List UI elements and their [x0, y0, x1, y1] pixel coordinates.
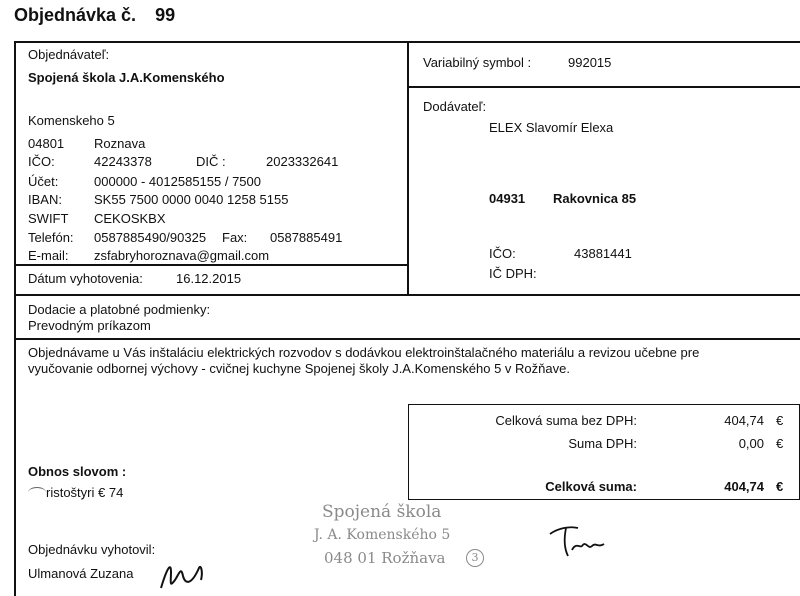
buyer-zip: 04801: [28, 136, 65, 151]
total-currency: €: [776, 479, 784, 494]
buyer-city: Roznava: [94, 136, 146, 151]
buyer-fax: 0587885491: [270, 230, 343, 245]
buyer-phone: 0587885490/90325: [94, 230, 207, 245]
supplier-label: Dodávateľ:: [423, 99, 487, 114]
frame-left: [14, 41, 16, 596]
faded-mark-icon: [28, 487, 46, 498]
total-value: 404,74: [724, 479, 764, 494]
stamp-line1: Spojená škola: [322, 502, 442, 522]
order-number: 99: [155, 5, 176, 25]
order-text-line2: vyučovanie odbornej výchovy - cvičnej kuchyne Spojenej školy J.A.Komenského 5 v Rožňave.: [28, 361, 570, 376]
buyer-email-label: E-mail:: [28, 248, 69, 263]
issuer-signature-icon: [157, 558, 207, 592]
buyer-label: Objednávateľ:: [28, 47, 110, 62]
order-text-line1: Objednávame u Vás inštaláciu elektrických rozvodov s dodávkou elektroinštalačného materiálu a revizou učebne pre: [28, 345, 700, 360]
supplier-name: ELEX Slavomír Elexa: [489, 120, 614, 135]
date-divider: [14, 264, 408, 266]
supplier-ico-label: IČO:: [489, 246, 516, 261]
buyer-account: 000000 - 4012585155 / 7500: [94, 174, 261, 189]
vat-value: 0,00: [738, 436, 764, 451]
stamp-number: 3: [466, 549, 484, 567]
variable-symbol-value: 992015: [568, 55, 612, 70]
supplier-ico: 43881441: [574, 246, 632, 261]
net-label: Celková suma bez DPH:: [495, 413, 637, 428]
buyer-dic-label: DIČ :: [196, 154, 226, 169]
issue-date-value: 16.12.2015: [176, 271, 242, 286]
stamp-line3: 048 01 Rožňava: [324, 549, 446, 567]
amount-words-text: ristoštyri € 74: [46, 485, 124, 500]
supplier-icdph-label: IČ DPH:: [489, 266, 537, 281]
issued-by-name: Ulmanová Zuzana: [28, 566, 134, 581]
supplier-zip: 04931: [489, 191, 526, 206]
order-title-label: Objednávka č.: [14, 5, 137, 25]
buyer-swift: CEKOSKBX: [94, 211, 166, 226]
vat-label: Suma DPH:: [568, 436, 637, 451]
buyer-dic: 2023332641: [266, 154, 339, 169]
director-signature-icon: [548, 520, 608, 560]
buyer-street: Komenskeho 5: [28, 113, 115, 128]
buyer-ico: 42243378: [94, 154, 152, 169]
issue-date-label: Dátum vyhotovenia:: [28, 271, 143, 286]
supplier-street: Rakovnica 85: [553, 191, 637, 206]
net-value: 404,74: [724, 413, 764, 428]
terms-label: Dodacie a platobné podmienky:: [28, 302, 211, 317]
buyer-iban: SK55 7500 0000 0040 1258 5155: [94, 192, 289, 207]
vs-divider: [407, 86, 800, 88]
order-text-divider: [14, 338, 800, 340]
vat-currency: €: [776, 436, 784, 451]
amount-words-label: Obnos slovom :: [28, 464, 127, 479]
buyer-name: Spojená škola J.A.Komenského: [28, 70, 225, 85]
buyer-ico-label: IČO:: [28, 154, 55, 169]
buyer-fax-label: Fax:: [222, 230, 248, 245]
total-label: Celková suma:: [545, 479, 637, 494]
buyer-account-label: Účet:: [28, 174, 59, 189]
net-currency: €: [776, 413, 784, 428]
frame-middle-divider: [407, 41, 409, 294]
order-title: [14, 5, 175, 26]
terms-value: Prevodným príkazom: [28, 318, 151, 333]
buyer-email[interactable]: zsfabryhoroznava@gmail.com: [94, 248, 270, 263]
buyer-phone-label: Telefón:: [28, 230, 74, 245]
buyer-swift-label: SWIFT: [28, 211, 69, 226]
variable-symbol-label: Variabilný symbol :: [423, 55, 532, 70]
issued-by-label: Objednávku vyhotovil:: [28, 542, 156, 557]
buyer-iban-label: IBAN:: [28, 192, 62, 207]
stamp-line2: J. A. Komenského 5: [314, 527, 451, 543]
terms-top-divider: [14, 294, 800, 296]
amount-words-value: [28, 485, 123, 500]
